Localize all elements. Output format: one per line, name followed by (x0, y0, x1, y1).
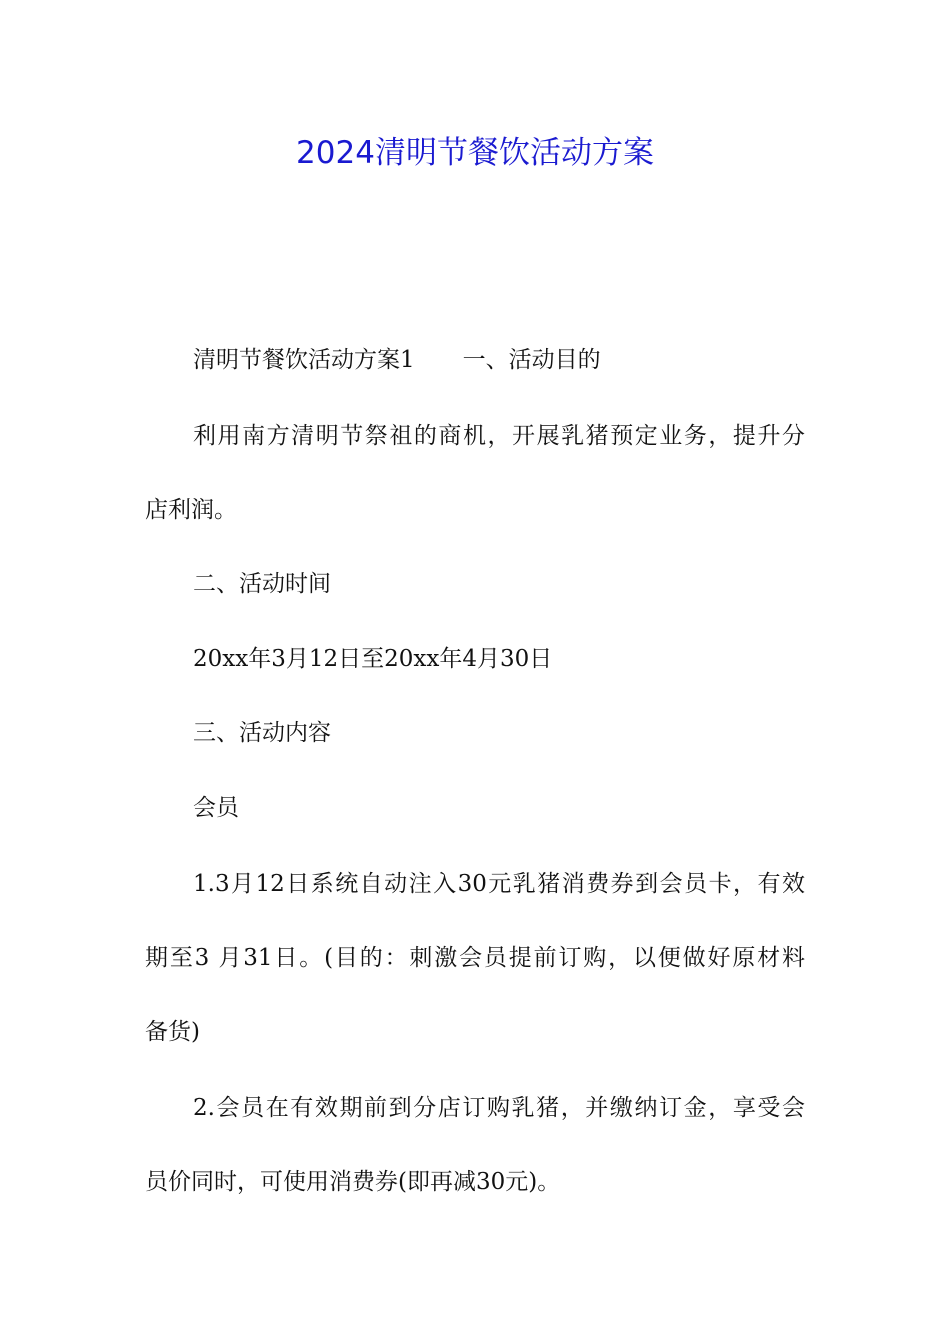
section-heading-content: 三、活动内容 (193, 720, 331, 746)
paragraph-line: 2.会员在有效期前到分店订购乳猪，并缴纳订金，享受会 (193, 1095, 805, 1121)
paragraph-line: 1.3月12日系统自动注入30元乳猪消费券到会员卡，有效 (193, 871, 805, 897)
subsection-heading-member: 会员 (193, 795, 239, 821)
paragraph-line: 20xx年3月12日至20xx年4月30日 (193, 646, 553, 672)
paragraph-line: 备货) (145, 1019, 200, 1045)
paragraph-line: 期至3 月31日。(目的：刺激会员提前订购，以便做好原材料 (145, 945, 805, 971)
paragraph-line: 店利润。 (145, 497, 237, 523)
section-heading-purpose: 一、活动目的 (462, 347, 601, 373)
plan-subtitle: 清明节餐饮活动方案1 (193, 347, 415, 373)
paragraph-line: 员价同时，可使用消费券(即再减30元)。 (145, 1169, 561, 1195)
document-title: 2024清明节餐饮活动方案 (296, 135, 654, 171)
paragraph-heading-line (193, 342, 601, 378)
paragraph-line: 利用南方清明节祭祖的商机，开展乳猪预定业务，提升分 (193, 423, 805, 449)
section-heading-time: 二、活动时间 (193, 571, 331, 597)
